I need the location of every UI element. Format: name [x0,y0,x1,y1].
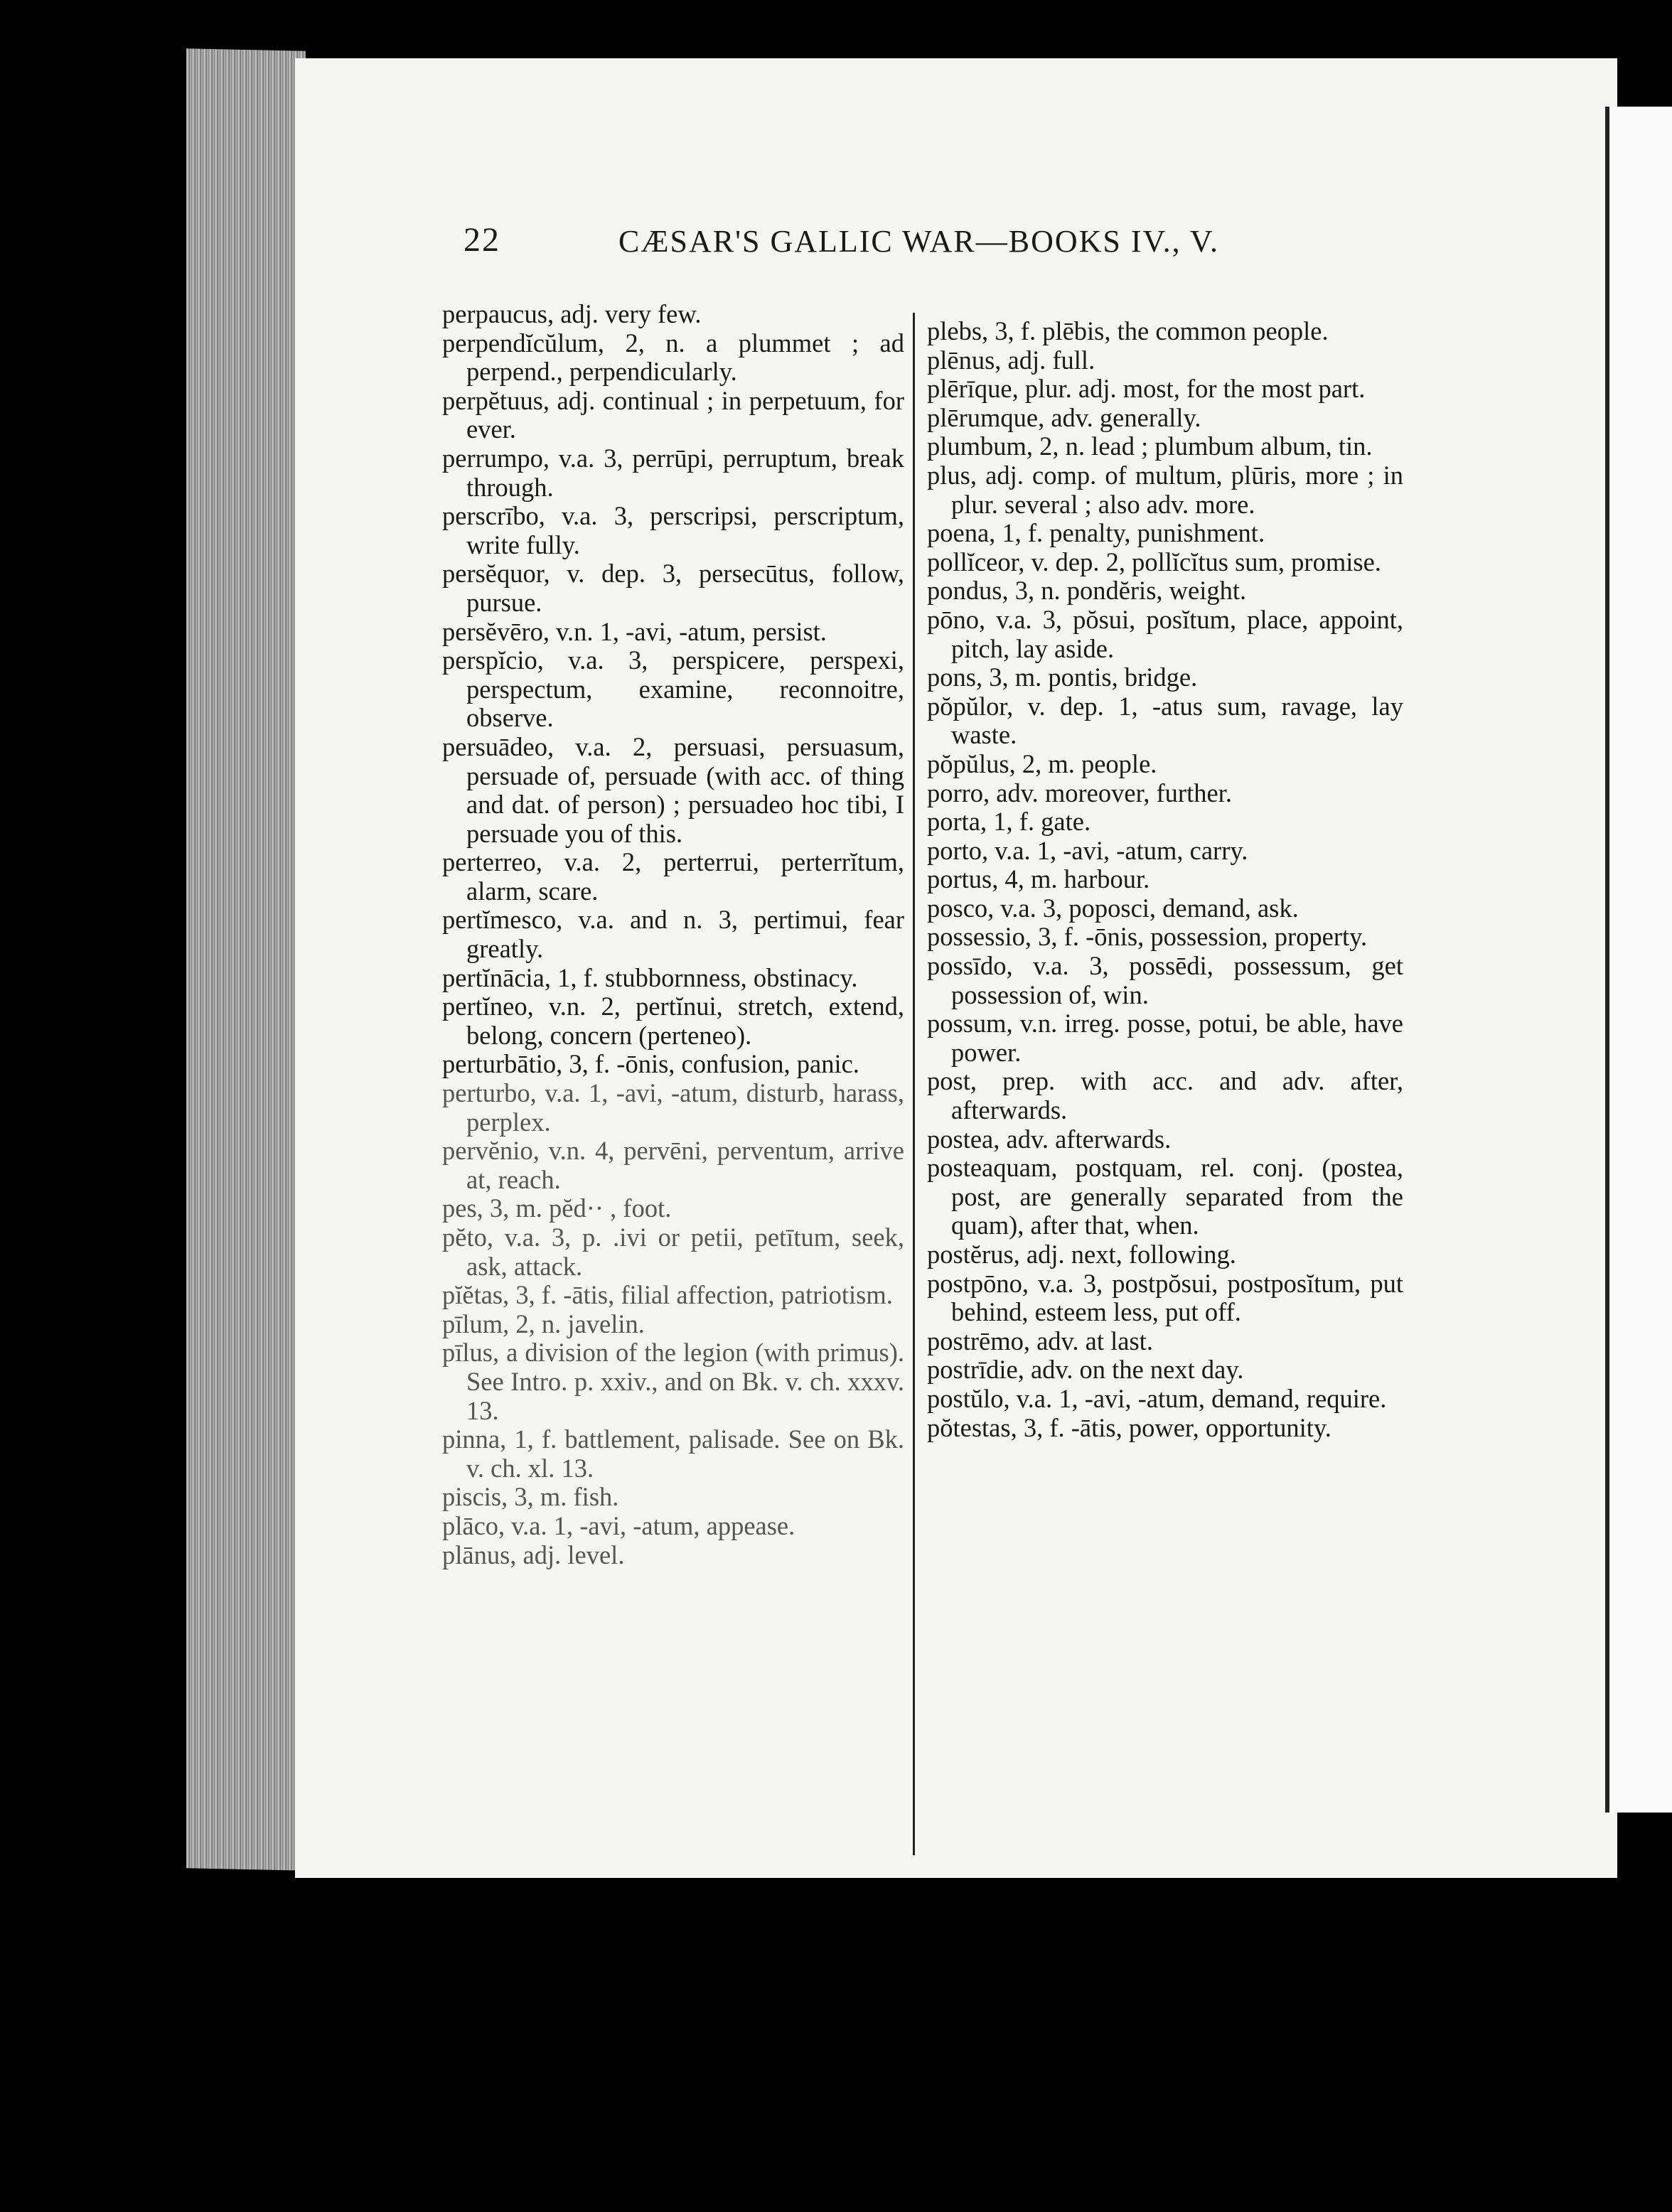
dictionary-entry: perturbātio, 3, f. -ōnis, confusion, panic. [442,1049,859,1079]
dictionary-entry: posco, v.a. 3, poposci, demand, ask. [927,893,1299,923]
dictionary-entry: posteaquam, postquam, rel. conj. (postea, post, are generally separated from the quam), after that, when. [927,1153,1403,1240]
running-title: CÆSAR'S GALLIC WAR—BOOKS IV., V. [618,224,1219,259]
dictionary-entry: pŏpŭlor, v. dep. 1, -atus sum, ravage, lay waste. [927,691,1403,750]
dictionary-entry: pondus, 3, n. pondĕris, weight. [927,576,1247,606]
dictionary-entry: perpĕtuus, adj. continual ; in perpetuum, for ever. [442,385,904,444]
dictionary-entry: pes, 3, m. pĕd·· , foot. [442,1193,672,1223]
dictionary-entry: plēnus, adj. full. [927,345,1095,375]
dictionary-entry: porro, adv. moreover, further. [927,778,1232,807]
running-header [463,220,1260,263]
dictionary-entry: plērīque, plur. adj. most, for the most part. [927,374,1366,404]
dictionary-entry: portus, 4, m. harbour. [927,864,1150,894]
dictionary-entry: perpaucus, adj. very few. [442,299,702,328]
dictionary-entry: persĕvēro, v.n. 1, -avi, -atum, persist. [442,616,827,646]
dictionary-entry: postpōno, v.a. 3, postpŏsui, postposĭtum, put behind, esteem less, put off. [927,1268,1403,1327]
dictionary-entry: pertĭnācia, 1, f. stubbornness, obstinacy. [442,962,858,992]
dictionary-entry: plus, adj. comp. of multum, plūris, more ; in plur. several ; also adv. more. [927,460,1403,519]
dictionary-entry: persuādeo, v.a. 2, persuasi, persuasum, persuade of, persuade (with acc. of thing and dat. of person) ; persuadeo hoc tibi, I persuade you of this. [442,731,904,848]
dictionary-entry: postrēmo, adv. at last. [927,1326,1153,1355]
dictionary-entry: plānus, adj. level. [442,1540,625,1569]
dictionary-entry: perpendĭcŭlum, 2, n. a plummet ; ad perpend., perpendicularly. [442,328,904,387]
dictionary-entry: possum, v.n. irreg. posse, potui, be able, have power. [927,1009,1403,1067]
dictionary-entry: postrīdie, adv. on the next day. [927,1355,1244,1385]
dictionary-entry: plebs, 3, f. plēbis, the common people. [927,316,1329,345]
right-column [927,317,1403,1442]
dictionary-entry: plāco, v.a. 1, -avi, -atum, appease. [442,1510,795,1540]
dictionary-entry: pŏtestas, 3, f. -ātis, power, opportunity. [927,1412,1331,1442]
dictionary-entry: perterreo, v.a. 2, perterrui, perterrĭtum, alarm, scare. [442,847,904,906]
left-column [442,300,904,1569]
dictionary-entry: persĕquor, v. dep. 3, persecūtus, follow, pursue. [442,559,904,617]
dictionary-entry: postea, adv. afterwards. [927,1124,1172,1154]
dictionary-entry: postŭlo, v.a. 1, -avi, -atum, demand, require. [927,1383,1387,1413]
dictionary-entry: perrumpo, v.a. 3, perrūpi, perruptum, break through. [442,443,904,502]
dictionary-entry: pĕto, v.a. 3, p. .ivi or petii, petītum, seek, ask, attack. [442,1223,904,1281]
dictionary-entry: plumbum, 2, n. lead ; plumbum album, tin. [927,431,1373,461]
dictionary-entry: pĭĕtas, 3, f. -ātis, filial affection, patriotism. [442,1280,893,1310]
dictionary-entry: postĕrus, adj. next, following. [927,1240,1236,1269]
dictionary-entry: pīlum, 2, n. javelin. [442,1309,645,1338]
dictionary-entry: pervĕnio, v.n. 4, pervēni, perventum, arrive at, reach. [442,1136,904,1194]
dictionary-entry: pīlus, a division of the legion (with primus). See Intro. p. xxiv., and on Bk. v. ch. xxxv. 13. [442,1338,904,1425]
dictionary-entry: possīdo, v.a. 3, possēdi, possessum, get possession of, win. [927,951,1403,1009]
dictionary-entry: pŏpŭlus, 2, m. people. [927,748,1157,778]
facing-page-edge [1605,107,1672,1813]
dictionary-entry: porto, v.a. 1, -avi, -atum, carry. [927,835,1248,865]
dictionary-entry: poena, 1, f. penalty, punishment. [927,518,1265,548]
dictionary-entry: pertĭmesco, v.a. and n. 3, pertimui, fear greatly. [442,905,904,964]
dictionary-entry: pōno, v.a. 3, pŏsui, posĭtum, place, appoint, pitch, lay aside. [927,604,1403,663]
dictionary-entry: piscis, 3, m. fish. [442,1482,619,1512]
dictionary-entry: post, prep. with acc. and adv. after, afterwards. [927,1066,1403,1125]
dictionary-entry: perturbo, v.a. 1, -avi, -atum, disturb, harass, perplex. [442,1078,904,1137]
dictionary-entry: pinna, 1, f. battlement, palisade. See on Bk. v. ch. xl. 13. [442,1424,904,1483]
dictionary-entry: pollĭceor, v. dep. 2, pollĭcĭtus sum, promise. [927,547,1381,576]
dictionary-entry: plērumque, adv. generally. [927,402,1201,432]
column-divider [913,313,915,1855]
dictionary-entry: porta, 1, f. gate. [927,807,1091,837]
dictionary-entry: perspĭcio, v.a. 3, perspicere, perspexi, perspectum, examine, reconnoitre, observe. [442,645,904,733]
dictionary-entry: pons, 3, m. pontis, bridge. [927,662,1198,692]
dictionary-entry: possessio, 3, f. -ōnis, possession, property. [927,922,1368,952]
dictionary-entry: pertĭneo, v.n. 2, pertĭnui, stretch, extend, belong, concern (perteneo). [442,992,904,1050]
dictionary-entry: perscrībo, v.a. 3, perscripsi, perscriptum, write fully. [442,501,904,559]
book-page-edges [186,48,306,1871]
page-number: 22 [463,221,500,259]
